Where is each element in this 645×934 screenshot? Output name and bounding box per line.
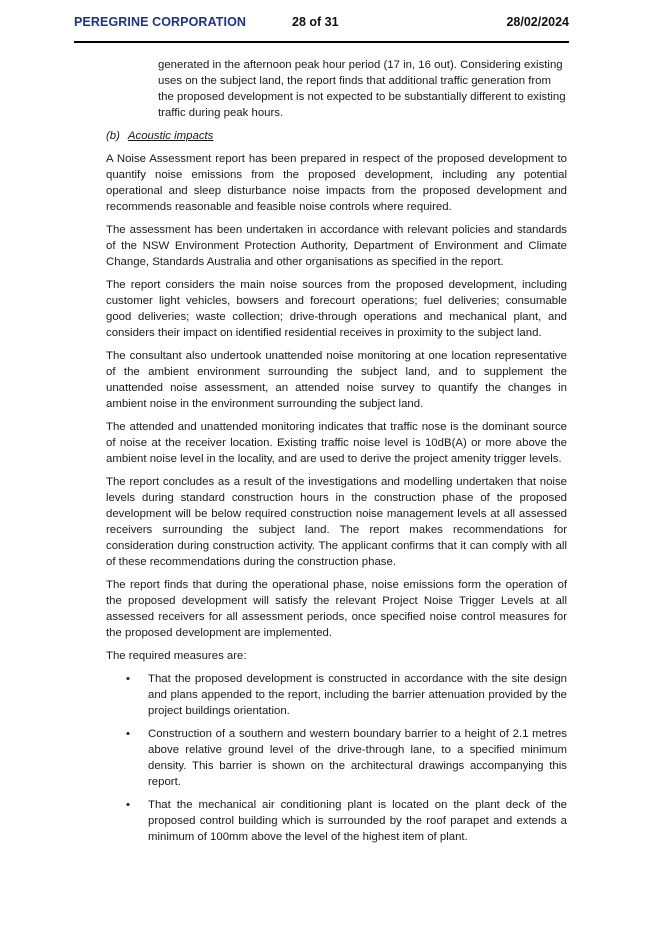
measure-text: That the proposed development is constructed in accordance with the site design and plans appended to the report, including the barrier attenuation provided by the project buildings orientation.	[148, 673, 567, 717]
organisation-name: PEREGRINE CORPORATION	[74, 15, 247, 29]
bullet-icon: •	[126, 799, 130, 811]
section-title: Acoustic impacts	[127, 130, 214, 142]
page-number: 28 of 31	[292, 15, 339, 29]
paragraph: A Noise Assessment report has been prepared in respect of the proposed development to quantify noise emissions from the proposed development, including any potential operational and sleep disturbance noise impacts from the proposed development and recommends reasonable and feasible noise controls where required.	[106, 153, 567, 213]
measure-item	[106, 797, 567, 845]
measure-item	[106, 671, 567, 719]
measures-list	[106, 671, 567, 845]
continued-paragraph: generated in the afternoon peak hour period (17 in, 16 out). Considering existing uses on the subject land, the report finds that additional traffic generation from the proposed development is not expected to be substantially different to existing traffic during peak hours.	[158, 59, 566, 119]
measures-intro: The required measures are:	[106, 650, 247, 662]
document-body	[106, 57, 567, 852]
measure-item	[106, 726, 567, 790]
paragraph: The assessment has been undertaken in accordance with relevant policies and standards of the NSW Environment Protection Authority, Department of Environment and Climate Change, Standards Australia and other organisations as specified in the report.	[106, 224, 567, 268]
paragraph: The attended and unattended monitoring indicates that traffic nose is the dominant source of noise at the receiver location. Existing traffic noise level is 10dB(A) or more above the ambient noise level in the locality, and are used to derive the project amenity trigger levels.	[106, 421, 567, 465]
bullet-icon: •	[126, 728, 130, 740]
paragraph: The report finds that during the operational phase, noise emissions form the operation of the proposed development will satisfy the relevant Project Noise Trigger Levels at all assessed receivers for all assessment periods, once specified noise control measures for the proposed development are implemented.	[106, 579, 567, 639]
paragraph: The report concludes as a result of the investigations and modelling undertaken that noise levels during standard construction hours in the construction phase of the proposed development will be below required construction noise management levels at all assessed receivers surrounding the subject land. The report makes recommendations for consideration during construction activity. The applicant confirms that it can comply with all of these recommendations during the construction phase.	[106, 476, 567, 568]
bullet-icon: •	[126, 673, 130, 685]
measure-text: Construction of a southern and western boundary barrier to a height of 2.1 metres above relative ground level of the drive-through lane, to a specified minimum density. This barrier is shown on the architectural drawings accompanying this report.	[148, 728, 567, 788]
paragraph: The report considers the main noise sources from the proposed development, including customer light vehicles, bowsers and forecourt operations; fuel deliveries; consumable good deliveries; waste collection; drive-through operations and mechanical plant, and considers their impact on identified residential receives in proximity to the subject land.	[106, 279, 567, 339]
document-date: 28/02/2024	[506, 15, 569, 29]
section-letter: (b)	[106, 130, 120, 142]
section-heading	[106, 128, 567, 144]
page-header	[74, 14, 569, 43]
measure-text: That the mechanical air conditioning plant is located on the plant deck of the proposed control building which is surrounded by the roof parapet and extends a minimum of 100mm above the level of the highest item of plant.	[148, 799, 567, 843]
paragraph: The consultant also undertook unattended noise monitoring at one location representative of the ambient environment surrounding the subject land, and to supplement the unattended noise assessment, an attended noise survey to quantify the changes in ambient noise in the environment surrounding the subject land.	[106, 350, 567, 410]
